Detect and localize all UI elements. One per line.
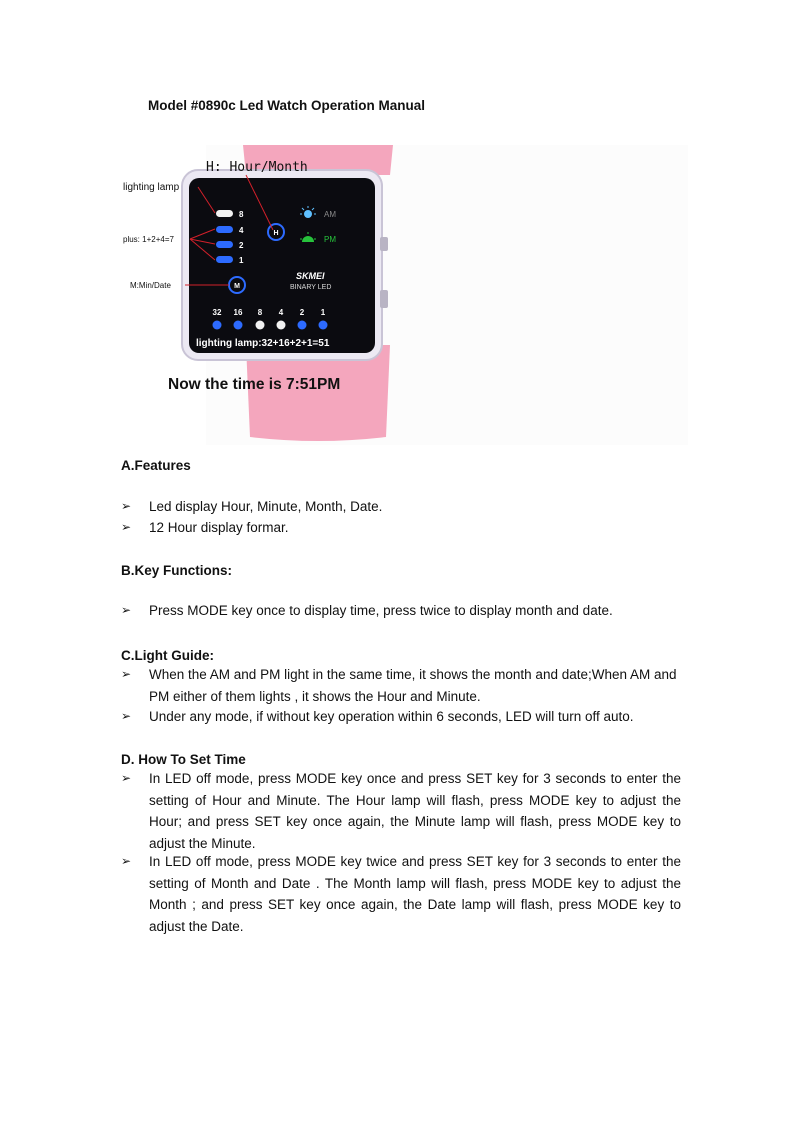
minute-led-label: 4 — [278, 308, 284, 317]
brand-logo: SKMEI — [296, 271, 325, 281]
list-item — [121, 768, 681, 854]
hour-led-label: 2 — [239, 241, 244, 250]
arrow-bullet-icon: ➢ — [121, 603, 132, 617]
button-set — [380, 290, 388, 308]
lighting-lamp-label: lighting lamp — [123, 182, 180, 193]
section-heading-features: A.Features — [121, 458, 191, 473]
section-heading-light-guide: C.Light Guide: — [121, 648, 214, 663]
h-button-label: H — [273, 230, 279, 237]
minute-led-8 — [256, 321, 265, 330]
arrow-bullet-icon: ➢ — [121, 709, 132, 723]
list-item-text: In LED off mode, press MODE key twice and press SET key for 3 seconds to enter the setting of Month and Date . The Month lamp will flash, press MODE key to adjust the Month ; and press SET key once again, the Date lamp will flash, press MODE key to adjust the Date. — [149, 854, 681, 934]
arrow-bullet-icon: ➢ — [121, 854, 132, 868]
plus-label: plus: 1+2+4=7 — [123, 235, 174, 244]
m-button-label: M — [234, 283, 240, 290]
watch-diagram — [118, 145, 688, 445]
button-mode — [380, 237, 388, 251]
arrow-bullet-icon: ➢ — [121, 667, 132, 681]
list-item — [121, 496, 681, 518]
figure-caption: Now the time is 7:51PM — [168, 376, 341, 393]
minute-led-label: 32 — [212, 308, 222, 317]
brand-sub: BINARY LED — [290, 284, 332, 291]
list-item-text: Under any mode, if without key operation within 6 seconds, LED will turn off auto. — [149, 709, 634, 724]
section-heading-set-time: D. How To Set Time — [121, 752, 246, 767]
min-date-label: M:Min/Date — [130, 281, 171, 290]
list-item-text: 12 Hour display formar. — [149, 520, 289, 535]
minute-led-32 — [213, 321, 222, 330]
hour-led-4 — [216, 226, 233, 233]
list-item-text: Led display Hour, Minute, Month, Date. — [149, 499, 383, 514]
list-item — [121, 706, 681, 728]
minute-led-label: 2 — [299, 308, 305, 317]
list-item-text: Press MODE key once to display time, press twice to display month and date. — [149, 603, 613, 618]
am-label: AM — [324, 210, 336, 219]
hour-led-label: 8 — [239, 210, 244, 219]
arrow-bullet-icon: ➢ — [121, 499, 132, 513]
arrow-bullet-icon: ➢ — [121, 520, 132, 534]
minute-led-4 — [277, 321, 286, 330]
list-item — [121, 517, 681, 539]
minute-led-label: 16 — [233, 308, 243, 317]
hour-led-label: 1 — [239, 256, 244, 265]
list-item-text: When the AM and PM light in the same time, it shows the month and date;When AM and PM either of them lights , it shows the Hour and Minute. — [149, 667, 677, 704]
hour-led-8 — [216, 210, 233, 217]
minute-led-label: 1 — [320, 308, 326, 317]
hour-month-label: H: Hour/Month — [206, 160, 308, 175]
list-item — [121, 851, 681, 937]
section-heading-key-functions: B.Key Functions: — [121, 563, 233, 578]
pm-label: PM — [324, 235, 336, 244]
minute-led-1 — [319, 321, 328, 330]
lamp-sum-label: lighting lamp:32+16+2+1=51 — [196, 338, 330, 349]
list-item — [121, 664, 681, 707]
minute-led-label: 8 — [257, 308, 263, 317]
hour-led-1 — [216, 256, 233, 263]
minute-led-16 — [234, 321, 243, 330]
document-title: Model #0890c Led Watch Operation Manual — [148, 98, 426, 113]
arrow-bullet-icon: ➢ — [121, 771, 132, 785]
am-led — [304, 210, 312, 218]
list-item — [121, 600, 681, 622]
minute-led-2 — [298, 321, 307, 330]
hour-led-2 — [216, 241, 233, 248]
watch-illustration — [118, 145, 688, 445]
hour-led-label: 4 — [239, 226, 244, 235]
list-item-text: In LED off mode, press MODE key once and press SET key for 3 seconds to enter the setting of Hour and Minute. The Hour lamp will flash, press MODE key to adjust the Hour; and press SET key once again, the Minute lamp will flash, press MODE key to adjust the Minute. — [149, 771, 681, 851]
